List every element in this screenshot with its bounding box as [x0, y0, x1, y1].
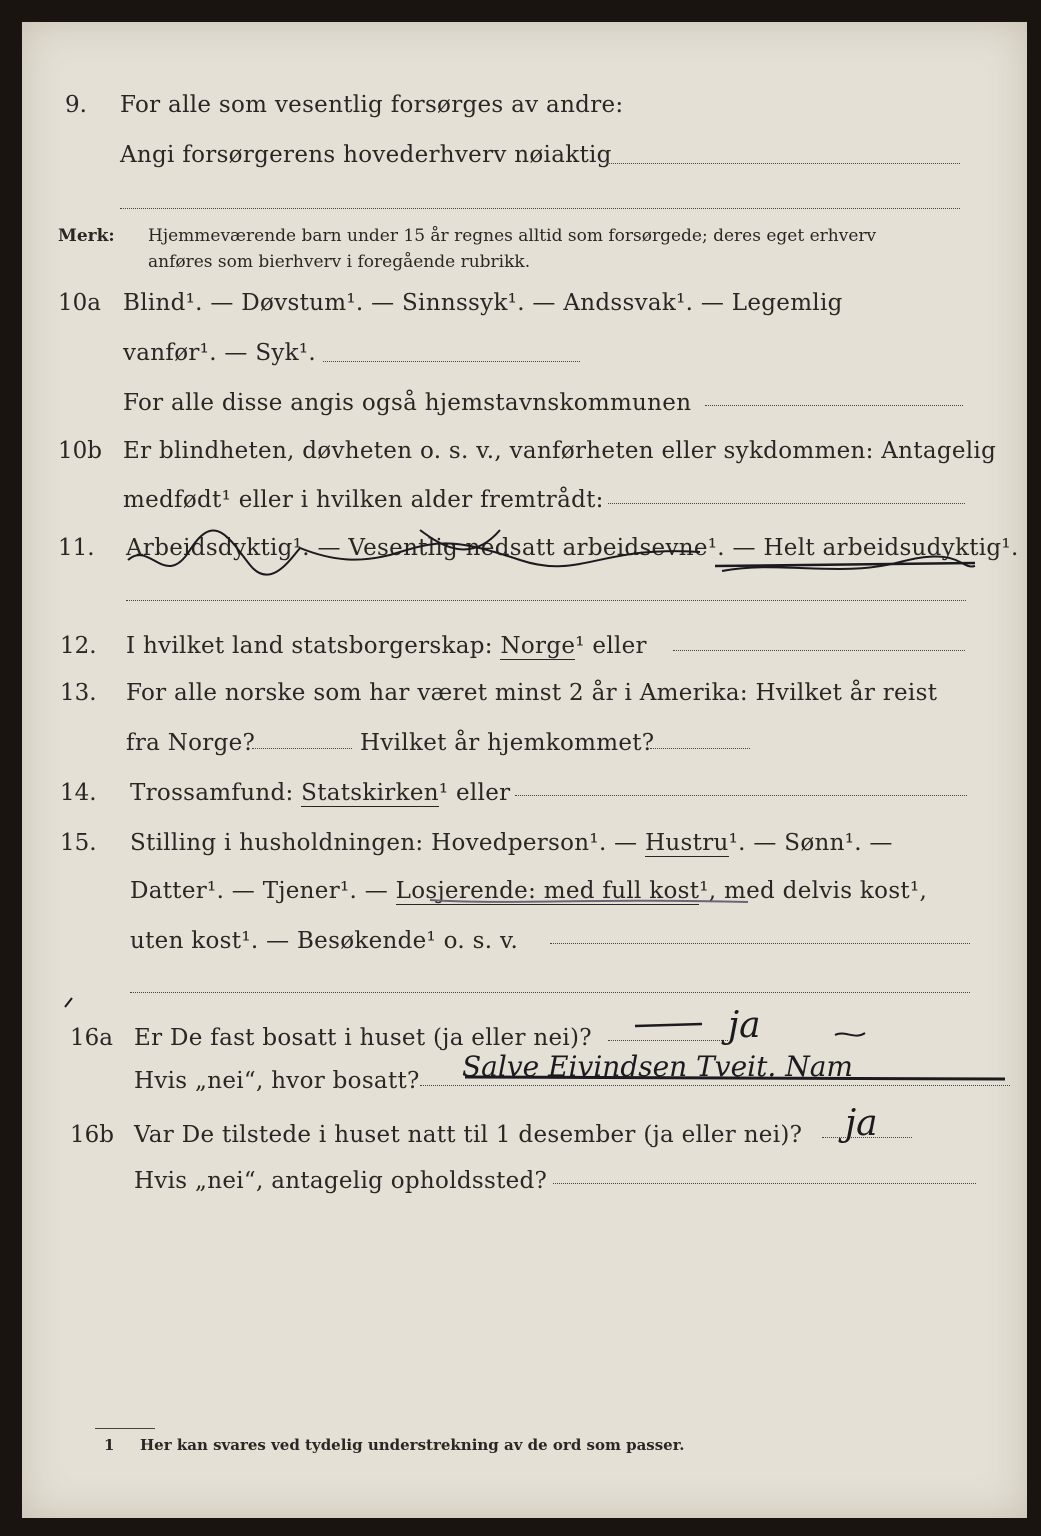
q11-extra-line[interactable] [126, 600, 966, 601]
q12-norge: Norge [500, 633, 576, 659]
q10b-answer-line[interactable] [608, 503, 965, 504]
q9-line1: For alle som vesentlig forsørges av andre: [120, 92, 624, 118]
q14-line [130, 780, 510, 806]
q12-answer-line[interactable] [673, 650, 965, 651]
q11-number: 11. [58, 535, 95, 561]
q13-line2a: fra Norge? [126, 730, 256, 756]
q9-number: 9. [65, 92, 87, 118]
q10a-number: 10a [58, 290, 101, 316]
q12-pre: I hvilket land statsborgerskap: [126, 633, 501, 659]
q15-number: 15. [60, 830, 97, 856]
q15-extra-line[interactable] [130, 992, 970, 993]
merk-label: Merk: [58, 226, 115, 246]
q10b-line2: medfødt¹ eller i hvilken alder fremtrådt: [123, 487, 604, 513]
q15-line1a: Stilling i husholdningen: Hovedperson¹. — [130, 830, 646, 856]
q10a-line1: Blind¹. — Døvstum¹. — Sinnssyk¹. — Andssvak¹. — Legemlig [123, 290, 843, 316]
q16a-line2: Hvis „nei“, hvor bosatt? [134, 1068, 420, 1094]
form-page [22, 22, 1027, 1518]
q10a-line3: For alle disse angis også hjemstavnskommunen [123, 390, 692, 416]
q10a-answer-line[interactable] [323, 361, 580, 362]
q15-hustru: Hustru [645, 830, 729, 856]
footnote-text: Her kan svares ved tydelig understrekning av de ord som passer. [140, 1436, 685, 1454]
q9-extra-line[interactable] [120, 208, 960, 209]
q10b-number: 10b [58, 438, 102, 464]
q13-line2b: Hvilket år hjemkommet? [360, 730, 655, 756]
q15-line3: uten kost¹. — Besøkende¹ o. s. v. [130, 928, 519, 954]
q13-reist-line[interactable] [252, 748, 352, 749]
q10a-line2: vanfør¹. — Syk¹. [123, 340, 317, 366]
q14-answer-line[interactable] [515, 795, 967, 796]
q16a-line1: Er De fast bosatt i huset (ja eller nei)? [134, 1025, 592, 1051]
q13-number: 13. [60, 680, 97, 706]
q12-number: 12. [60, 633, 97, 659]
q15-line1 [130, 830, 893, 856]
merk-line1: Hjemmeværende barn under 15 år regnes alltid som forsørgede; deres eget erhverv [148, 226, 877, 246]
merk-line2: anføres som bierhverv i foregående rubrikk. [148, 252, 531, 272]
q16b-answer-ja: ja [845, 1103, 878, 1144]
q11-line1: Arbeidsdyktig¹. — Vesentlig nedsatt arbeidsevne¹. — Helt arbeidsudyktig¹. [126, 535, 1019, 561]
q15-line2 [130, 878, 927, 904]
q15-answer-line[interactable] [550, 943, 970, 944]
q12-line [126, 633, 647, 659]
q16b-line2: Hvis „nei“, antagelig opholdssted? [134, 1168, 548, 1194]
q13-hjem-line[interactable] [650, 748, 750, 749]
footnote-mark: 1 [104, 1436, 115, 1454]
q10b-line1: Er blindheten, døvheten o. s. v., vanførheten eller sykdommen: Antagelig [123, 438, 997, 464]
q14-kirke: Statskirken [301, 780, 439, 806]
q13-line1: For alle norske som har været minst 2 år i Amerika: Hvilket år reist [126, 680, 938, 706]
footnote-rule [95, 1428, 155, 1429]
q16b-line1: Var De tilstede i huset natt til 1 desember (ja eller nei)? [134, 1122, 803, 1148]
q14-pre: Trossamfund: [130, 780, 302, 806]
q16a-number: 16a [70, 1025, 113, 1051]
q16a-answer-bosatt: Salve Eivindsen Tveit. Nam [462, 1050, 853, 1083]
q9-line2: Angi forsørgerens hovederhverv nøiaktig [120, 142, 612, 168]
q15-line2a: Datter¹. — Tjener¹. — [130, 878, 396, 904]
q12-post: ¹ eller [575, 633, 647, 659]
q15-line2b: ¹, med delvis kost¹, [699, 878, 928, 904]
q15-losj: Losjerende: med full kost [395, 878, 700, 904]
q9-answer-line[interactable] [607, 163, 960, 164]
q16a-answer-ja: ja [728, 1005, 761, 1046]
q10a-kommune-line[interactable] [705, 405, 963, 406]
q16a-answer-line[interactable] [608, 1040, 728, 1041]
q15-line1b: ¹. — Sønn¹. — [728, 830, 893, 856]
q14-number: 14. [60, 780, 97, 806]
q16b-number: 16b [70, 1122, 114, 1148]
q16b-sted-line[interactable] [553, 1183, 976, 1184]
q14-post: ¹ eller [438, 780, 511, 806]
q16a-bosatt-line[interactable] [420, 1085, 1010, 1086]
